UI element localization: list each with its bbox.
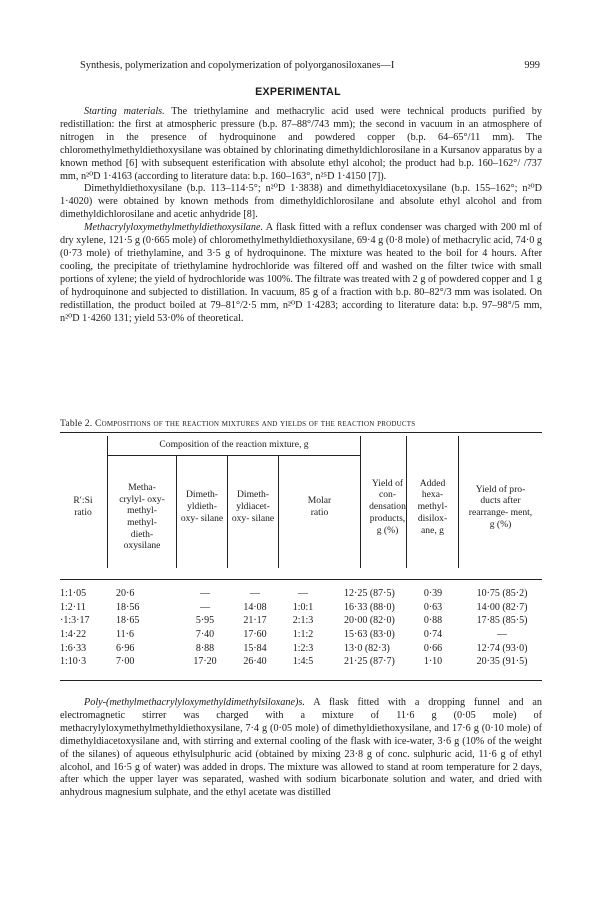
header-yield-cond: Yield of con- densation products, g (%) [369,477,406,536]
table-cell: — [298,588,308,599]
paragraph-methacrylyloxy: Methacrylyloxymethylmethyldiethoxysilane. A flask fitted with a reflux condenser was charged with 200 ml of dry xylene, 121·5 g (0·665 mole) of chloromethylmethyldiethoxysilane, 69·4 g (0·8 mole) of methacrylic acid, 74·0 g (0·73 mole) of triethylamine, and 3·5 g of hydroquinone. The mixture was heated to the boil for 4 hours. After cooling, the precipitate of triethylamine hydrochloride was filtered off and washed on the filter twice with small portions of xylene; the yield of hydrochloride was 100%. The filtrate was treated with 2 g of powdered copper and 1 g of hydroquinone and subjected to distillation. In vacuum, 85 g of a fraction with b.p. 80–82°/3 mm was isolated. On redistillation, the product boiled at 79–81°/2·5 mm, n²⁰D 1·4283; according to literature data: b.p. 97–98°/5 mm, n²⁰D 1·4260 131; yield 53·0% of theoretical. [60,222,542,324]
table-cell: 20·00 (82·0) [344,615,395,627]
table-cell: 0·88 [423,615,443,627]
table-cell: 14·08 [243,601,267,613]
table-cell: 0·66 [423,642,443,654]
column-diethoxy [190,588,220,670]
table-cell: 12·74 (93·0) [476,642,528,654]
header-added: Added hexa- methyl- disilox- ane, g [417,477,448,536]
table-cell: 8·88 [195,642,215,654]
table-cell: 16·33 (88·0) [344,601,395,613]
table-cell: 1·10 [423,656,443,668]
table-cell: 20·6 [116,588,135,599]
paragraph-dimethyldiethoxysilane: Dimethyldiethoxysilane (b.p. 113–114·5°; n²⁰D 1·3838) and dimethyldiacetoxysilane (b.p. 155–162°; n²⁰D 1·4020) were obtained by known methods from dimethyldichlorosilane and absolute ethyl alcohol and from dimethyldichlorosilane and acetic anhydride [8]. [60,183,542,221]
table-cell: 11·6 [116,629,134,641]
column-ratio [60,588,89,670]
table-caption: Table 2. Compositions of the reaction mixtures and yields of the reaction products [60,418,416,429]
table-cell: — [200,588,210,599]
table-cell: 5·95 [195,615,215,627]
table-cell: — [200,601,210,613]
table-cell: 18·65 [116,615,140,627]
header-metha: Metha- crylyl- oxy- methyl- methyl- dieth- oxysilane [119,481,165,552]
table-cell: 14·00 (82·7) [476,601,528,613]
table-cell: 18·56 [116,601,140,613]
table-cell: 15·84 [243,642,267,654]
running-header [80,60,540,71]
table-cell: — [250,588,260,599]
header-ratio: R′:Si ratio [73,495,93,518]
table-bottom-rule [60,680,542,681]
table-cell: 1:2:3 [292,642,314,654]
paragraph-poly: Poly-(methylmethacrylyloxymethyldimethylsiloxane)s. A flask fitted with a dropping funnel and an electromagnetic stirrer was charged with a mixture of 11·6 g (0·05 mole) of methacrylyloxymethylmethyldiethoxysilane, 7·4 g (0·05 mole) of dimethyldiethoxysilane, and 17·6 g (0·10 mole) of dimethyldiacetoxysilane and, with stirring and external cooling of the flask with ice-water, 3·6 g (10% of the weight of the silanes) of aqueous ethylsulphuric acid (obtained by mixing 23·8 g of conc. sulphuric acid, 11·6 g of ethyl alcohol, and 16·5 g of water) was added in drops. The mixture was allowed to stand at room temperature for 2 days, after which the upper layer was separated, washed with sodium bicarbonate solution and water, and dried with anhydrous magnesium sulphate, and the ethyl acetate was distilled [60,697,542,799]
table-cell: 1:2·11 [60,601,86,613]
column-added [420,588,446,670]
header-yield-rearr: Yield of pro- ducts after rearrange- ment, g (%) [468,483,533,530]
page-number: 999 [524,60,540,71]
table-cell: 1:6·33 [60,642,87,654]
table-cell: 1:0:1 [292,601,314,613]
table-cell: 2:1:3 [292,615,314,627]
table-cell: 26·40 [243,656,267,668]
table-cell: 21·17 [243,615,267,627]
table-cell: 21·25 (87·7) [344,656,395,668]
group-header: Composition of the reaction mixture, g [159,439,309,451]
table-cell: 0·63 [423,601,443,613]
table-cell: 1:4:5 [292,656,314,668]
table-header-rule [60,579,542,580]
table-cell: — [497,629,507,641]
table-cell: 12·25 (87·5) [344,588,395,599]
table-cell: 17·20 [193,656,217,668]
column-yield-rearr [470,588,534,670]
group-header-rule [107,455,360,456]
section-heading: EXPERIMENTAL [255,86,341,98]
body-text-bottom [60,697,542,800]
table-cell: 7·40 [195,629,215,641]
table-cell: 15·63 (83·0) [344,629,395,641]
column-metha [116,588,139,670]
paragraph-starting-materials: Starting materials. The triethylamine and methacrylic acid used were technical products purified by redistillation: the first at atmospheric pressure (b.p. 87–88°/743 mm); the second in vacuum in an atmosphere of nitrogen in the presence of hydroquinone and powdered copper (b.p. 64–65°/11 mm). The chloromethylmethyldiethoxysilane was obtained by chlorinating dimethyldichlorosilane in a Kursanov apparatus by a known method [6] with subsequent esterification with absolute ethyl alcohol; the product had b.p. 160–162°/ /737 mm, n²⁰D 1·4163 (according to literature data: b.p. 160–163°, n²⁵D 1·4150 [7]). [60,106,542,182]
header-diacetoxy: Dimeth- yldiacet- oxy- silane [231,489,275,524]
table-top-rule [60,432,542,433]
running-title: Synthesis, polymerization and copolymerization of polyorganosiloxanes—I [80,60,395,71]
table-cell: ·1:3·17 [60,615,90,627]
table-cell: 20·35 (91·5) [476,656,528,668]
column-diacetoxy [238,588,272,670]
column-molar [286,588,320,670]
table-cell: 1:10·3 [60,656,87,668]
table-cell: 1:1·05 [60,588,87,599]
column-yield-cond [344,588,395,670]
table-cell: 17·85 (85·5) [476,615,528,627]
header-diethoxy: Dimeth- yldieth- oxy- silane [180,489,224,524]
table-cell: 0·74 [423,629,443,641]
table-cell: 7·00 [116,656,135,668]
table-cell: 13·0 (82·3) [344,642,390,654]
table-cell: 1:4·22 [60,629,87,641]
table-cell: 17·60 [243,629,267,641]
body-text-top [60,106,542,325]
table-cell: 10·75 (85·2) [476,588,528,599]
table-cell: 1:1:2 [292,629,314,641]
header-molar: Molar ratio [307,495,332,518]
table-cell: 0·39 [423,588,443,599]
table-cell: 6·96 [116,642,135,654]
